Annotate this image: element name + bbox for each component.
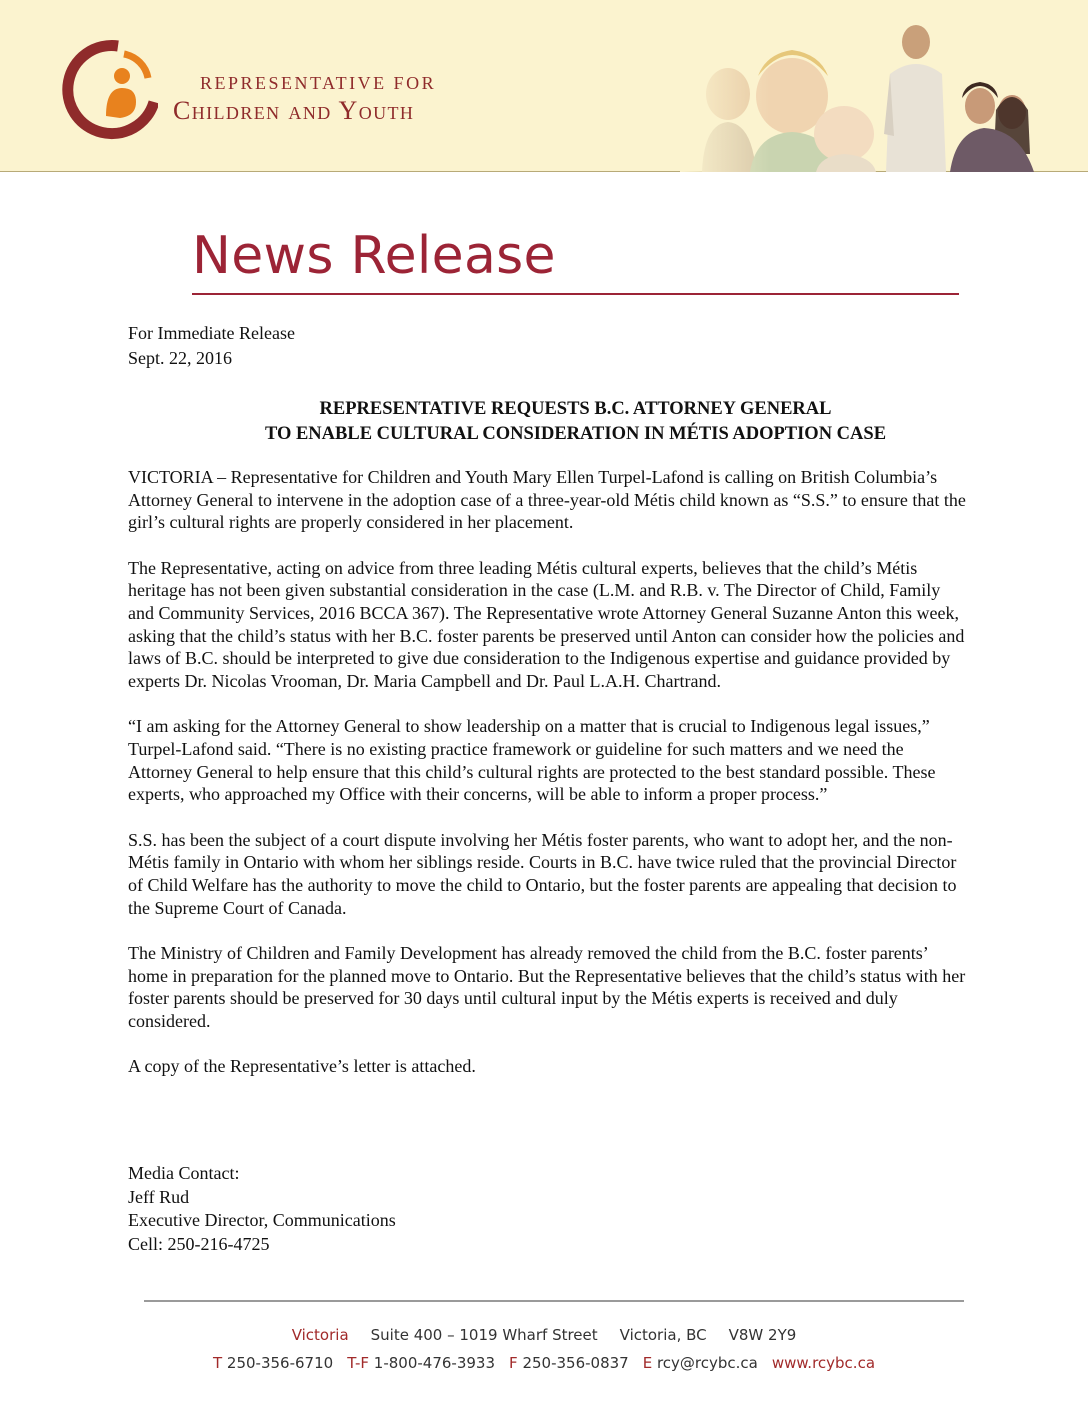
footer-city: Victoria, BC: [619, 1326, 707, 1344]
footer-phone-label: T: [212, 1354, 223, 1372]
release-info: [128, 321, 295, 371]
paragraph: The Ministry of Children and Family Development has already removed the child from the B.C. foster parents’ home in preparation for the planned move to Ontario. But the Representative believes that the child’s status with her foster parents should be preserved for 30 days until cultural input by the Métis experts is received and duly considered.: [128, 943, 966, 1031]
children-photo-collage: [680, 14, 1040, 172]
org-name-line1: REPRESENTATIVE FOR: [200, 73, 437, 93]
contact-label: Media Contact:: [128, 1163, 240, 1183]
footer-city-accent: Victoria: [291, 1326, 349, 1344]
footer-phone: 250-356-6710: [226, 1354, 334, 1372]
article-body: [128, 466, 968, 1101]
contact-cell: Cell: 250-216-4725: [128, 1233, 270, 1254]
media-contact: [128, 1162, 396, 1256]
footer-fax: 250-356-0837: [522, 1354, 629, 1372]
footer-contacts: [0, 1354, 1088, 1372]
footer-email[interactable]: rcy@rcybc.ca: [656, 1354, 758, 1372]
footer-street: Suite 400 – 1019 Wharf Street: [370, 1326, 598, 1344]
footer-fax-label: F: [509, 1354, 518, 1372]
headline: [128, 397, 1023, 447]
news-release-title: News Release: [192, 226, 556, 286]
headline-line1: REPRESENTATIVE REQUESTS B.C. ATTORNEY GENERAL: [319, 399, 832, 419]
footer-website[interactable]: www.rcybc.ca: [771, 1354, 876, 1372]
footer-address: [0, 1326, 1088, 1344]
paragraph: “I am asking for the Attorney General to show leadership on a matter that is crucial to Indigenous legal issues,” Turpel-Lafond said. “There is no existing practice framework or guideline for such matters and we need the Attorney General to help ensure that this child’s cultural rights are protected to the best standard possible. These experts, who approached my Office with their concerns, will be able to inform a proper process.”: [128, 716, 936, 805]
paragraph: VICTORIA – Representative for Children and Youth Mary Ellen Turpel-Lafond is calling on British Columbia’s Attorney General to intervene in the adoption case of a three-year-old Métis child known as “S.S.” to ensure that the girl’s cultural rights are properly considered in her placement.: [128, 467, 966, 533]
footer-divider: [144, 1300, 964, 1302]
contact-role: Executive Director, Communications: [128, 1210, 396, 1230]
footer-tollfree-label: T-F: [347, 1354, 370, 1372]
org-name-line2: Children and Youth: [173, 96, 415, 125]
contact-name: Jeff Rud: [128, 1186, 190, 1207]
footer-tollfree: 1-800-476-3933: [373, 1354, 496, 1372]
paragraph: The Representative, acting on advice from three leading Métis cultural experts, believes that the child’s Métis heritage has not been given substantial consideration in the case (L.M. and R.B. v. The Director of Child, Family and Community Services, 2016 BCCA 367). The Representative wrote Attorney General Suzanne Anton this week, asking that the child’s status with her B.C. foster parents be preserved until Anton can consider how the policies and laws of B.C. should be interpreted to give due consideration to the Indigenous expertise and guidance provided by experts Dr. Nicolas Vrooman, Dr. Maria Campbell and Dr. Paul L.A.H. Chartrand.: [128, 557, 965, 691]
footer-email-label: E: [642, 1354, 653, 1372]
footer-postal: V8W 2Y9: [728, 1326, 797, 1344]
paragraph: S.S. has been the subject of a court dispute involving her Métis foster parents, who want to adopt her, and the non-Métis family in Ontario with whom her siblings reside. Courts in B.C. have twice ruled that the provincial Director of Child Welfare has the authority to move the child to Ontario, but the foster parents are appealing that decision to the Supreme Court of Canada.: [128, 829, 957, 918]
release-date: Sept. 22, 2016: [128, 348, 233, 368]
paragraph: A copy of the Representative’s letter is attached.: [128, 1056, 476, 1077]
headline-line2: TO ENABLE CULTURAL CONSIDERATION IN MÉTIS ADOPTION CASE: [264, 424, 887, 444]
title-underline: [192, 293, 959, 295]
rcy-logo-icon: [62, 40, 158, 140]
release-type: For Immediate Release: [128, 323, 295, 343]
